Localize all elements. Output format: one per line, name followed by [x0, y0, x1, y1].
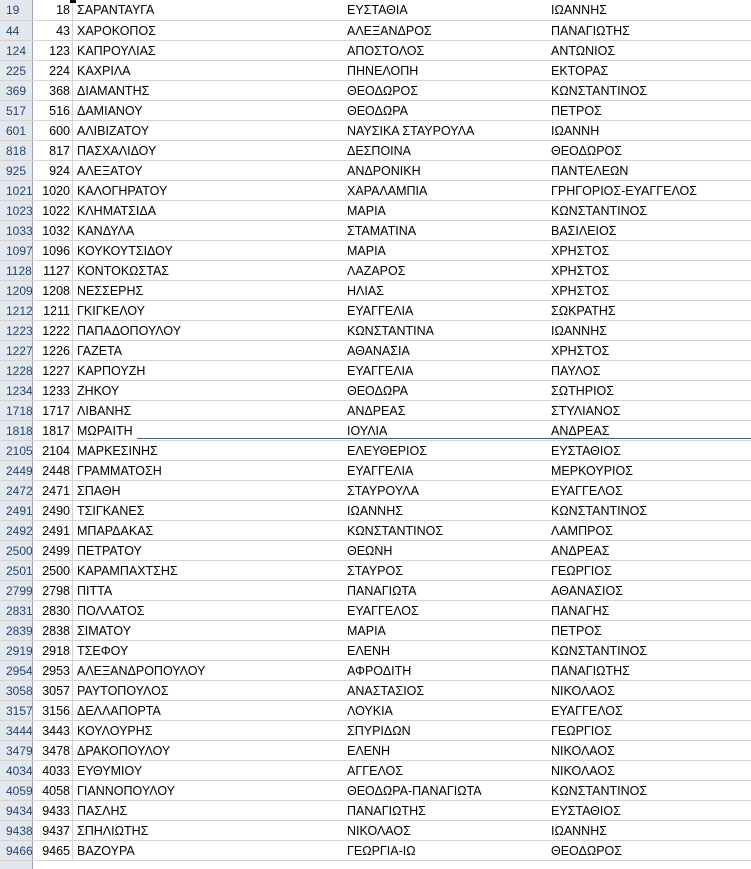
cell-number[interactable]: 9433	[33, 801, 73, 820]
row-header[interactable]: 369	[0, 81, 33, 100]
cell-number[interactable]: 18	[33, 0, 73, 20]
cell-father-name[interactable]: ΠΕΤΡΟΣ	[551, 624, 602, 638]
fill-handle[interactable]	[70, 0, 76, 3]
table-row	[0, 761, 751, 781]
cell-surname[interactable]: ΣΠΗΛΙΩΤΗΣ	[77, 824, 149, 838]
cell-first-name[interactable]: ΑΛΕΞΑΝΔΡΟΣ	[347, 24, 432, 38]
cell-number[interactable]: 2499	[33, 541, 73, 560]
cell-surname[interactable]: ΓΡΑΜΜΑΤΟΣΗ	[77, 464, 162, 478]
row-header[interactable]: 2472	[0, 481, 33, 500]
row-header[interactable]: 1023	[0, 201, 33, 220]
cell-surname[interactable]: ΚΑΛΟΓΗΡΑΤΟΥ	[77, 184, 168, 198]
cell-first-name[interactable]: ΑΝΔΡΟΝΙΚΗ	[347, 164, 421, 178]
row-header[interactable]: 9438	[0, 821, 33, 840]
cell-surname[interactable]: ΠΑΠΑΔΟΠΟΥΛΟΥ	[77, 324, 182, 338]
row-header[interactable]: 1718	[0, 401, 33, 420]
row-header[interactable]: 2500	[0, 541, 33, 560]
table-row	[0, 21, 751, 41]
row-header[interactable]: 2954	[0, 661, 33, 680]
row-header[interactable]: 2449	[0, 461, 33, 480]
cell-first-name[interactable]: ΕΛΕΝΗ	[347, 644, 391, 658]
cell-surname[interactable]: ΚΟΝΤΟΚΩΣΤΑΣ	[77, 264, 170, 278]
cell-first-name[interactable]: ΕΥΑΓΓΕΛΙΑ	[347, 304, 414, 318]
cell-surname[interactable]: ΤΣΙΓΚΑΝΕΣ	[77, 504, 145, 518]
cell-number[interactable]: 9465	[33, 841, 73, 860]
cell-first-name[interactable]: ΘΕΟΔΩΡΑ-ΠΑΝΑΓΙΩΤΑ	[347, 784, 482, 798]
cell-father-name[interactable]: ΧΡΗΣΤΟΣ	[551, 344, 610, 358]
cell-surname[interactable]: ΠΙΤΤΑ	[77, 584, 113, 598]
table-row	[0, 481, 751, 501]
cell-number[interactable]: 1717	[33, 401, 73, 420]
cell-father-name[interactable]: ΠΕΤΡΟΣ	[551, 104, 602, 118]
row-header[interactable]: 601	[0, 121, 33, 140]
cell-number[interactable]: 4058	[33, 781, 73, 800]
cell-first-name[interactable]: ΠΗΝΕΛΟΠΗ	[347, 64, 419, 78]
cell-father-name[interactable]: ΓΡΗΓΟΡΙΟΣ-ΕΥΑΓΓΕΛΟΣ	[551, 184, 698, 198]
table-row	[0, 561, 751, 581]
cell-surname[interactable]: ΜΩΡΑΙΤΗ	[77, 424, 133, 438]
cell-number[interactable]: 2490	[33, 501, 73, 520]
cell-number[interactable]: 1233	[33, 381, 73, 400]
table-row	[0, 261, 751, 281]
row-header[interactable]: 2831	[0, 601, 33, 620]
cell-first-name[interactable]: ΘΕΟΔΩΡΑ	[347, 104, 408, 118]
cell-father-name[interactable]: ΛΑΜΠΡΟΣ	[551, 524, 613, 538]
cell-number[interactable]: 1222	[33, 321, 73, 340]
row-header[interactable]: 124	[0, 41, 33, 60]
row-header[interactable]: 1227	[0, 341, 33, 360]
cell-surname[interactable]: ΣΠΑΘΗ	[77, 484, 121, 498]
table-row	[0, 701, 751, 721]
cell-surname[interactable]: ΤΣΕΦΟΥ	[77, 644, 129, 658]
cell-father-name[interactable]: ΝΙΚΟΛΑΟΣ	[551, 684, 615, 698]
row-header[interactable]: 2491	[0, 501, 33, 520]
row-header[interactable]: 2492	[0, 521, 33, 540]
cell-first-name[interactable]: ΣΤΑΜΑΤΙΝΑ	[347, 224, 417, 238]
cell-first-name[interactable]: ΕΥΑΓΓΕΛΙΑ	[347, 464, 414, 478]
cell-first-name[interactable]: ΙΩΑΝΝΗΣ	[347, 504, 403, 518]
row-header[interactable]: 225	[0, 61, 33, 80]
cell-surname[interactable]: ΠΑΣΛΗΣ	[77, 804, 128, 818]
cell-surname[interactable]: ΚΟΥΛΟΥΡΗΣ	[77, 724, 153, 738]
cell-surname[interactable]: ΑΛΕΞΑΤΟΥ	[77, 164, 143, 178]
table-row	[0, 721, 751, 741]
table-row	[0, 741, 751, 761]
cell-number[interactable]: 2500	[33, 561, 73, 580]
table-row	[0, 441, 751, 461]
cell-father-name[interactable]: ΑΝΤΩΝΙΟΣ	[551, 44, 616, 58]
cell-father-name[interactable]: ΘΕΟΔΩΡΟΣ	[551, 144, 623, 158]
table-row	[0, 521, 751, 541]
row-header[interactable]: 2799	[0, 581, 33, 600]
cell-surname[interactable]: ΒΑΖΟΥΡΑ	[77, 844, 135, 858]
cell-father-name[interactable]: ΓΕΩΡΓΙΟΣ	[551, 564, 612, 578]
cell-first-name[interactable]: ΔΕΣΠΟΙΝΑ	[347, 144, 412, 158]
cell-number[interactable]: 43	[33, 21, 73, 40]
row-header[interactable]: 3157	[0, 701, 33, 720]
cell-father-name[interactable]: ΠΑΥΛΟΣ	[551, 364, 601, 378]
cell-father-name[interactable]: ΙΩΑΝΝΗ	[551, 124, 600, 138]
cell-number[interactable]: 1208	[33, 281, 73, 300]
row-header[interactable]: 2501	[0, 561, 33, 580]
cell-father-name[interactable]: ΒΑΣΙΛΕΙΟΣ	[551, 224, 617, 238]
cell-first-name[interactable]: ΑΝΑΣΤΑΣΙΟΣ	[347, 684, 425, 698]
cell-number[interactable]: 1127	[33, 261, 73, 280]
table-row	[0, 801, 751, 821]
cell-father-name[interactable]: ΠΑΝΑΓΗΣ	[551, 604, 610, 618]
cell-first-name[interactable]: ΛΑΖΑΡΟΣ	[347, 264, 406, 278]
cell-first-name[interactable]: ΣΠΥΡΙΔΩΝ	[347, 724, 411, 738]
row-header[interactable]: 1212	[0, 301, 33, 320]
cell-first-name[interactable]: ΑΦΡΟΔΙΤΗ	[347, 664, 412, 678]
cell-surname[interactable]: ΠΕΤΡΑΤΟΥ	[77, 544, 142, 558]
table-row	[0, 861, 751, 869]
cell-father-name[interactable]: ΚΩΝΣΤΑΝΤΙΝΟΣ	[551, 84, 648, 98]
cell-number[interactable]: 9437	[33, 821, 73, 840]
table-row	[0, 201, 751, 221]
cell-number[interactable]: 2838	[33, 621, 73, 640]
cell-surname[interactable]: ΚΑΠΡΟΥΛΙΑΣ	[77, 44, 156, 58]
cell-number[interactable]: 1032	[33, 221, 73, 240]
cell-father-name[interactable]: ΧΡΗΣΤΟΣ	[551, 264, 610, 278]
table-row	[0, 341, 751, 361]
cell-surname[interactable]: ΔΑΜΙΑΝΟΥ	[77, 104, 143, 118]
table-row	[0, 301, 751, 321]
table-row	[0, 821, 751, 841]
cell-father-name[interactable]: ΓΕΩΡΓΙΟΣ	[551, 724, 612, 738]
cell-surname[interactable]: ΧΑΡΟΚΟΠΟΣ	[77, 24, 156, 38]
cell-number[interactable]: 368	[33, 81, 73, 100]
table-row	[0, 101, 751, 121]
cell-father-name[interactable]: ΑΘΑΝΑΣΙΟΣ	[551, 584, 623, 598]
table-row	[0, 0, 751, 21]
cell-surname[interactable]: ΚΟΥΚΟΥΤΣΙΔΟΥ	[77, 244, 173, 258]
cell-first-name[interactable]: ΑΘΑΝΑΣΙΑ	[347, 344, 410, 358]
cell-number[interactable]: 516	[33, 101, 73, 120]
row-header[interactable]: 517	[0, 101, 33, 120]
cell-first-name[interactable]: ΝΙΚΟΛΑΟΣ	[347, 824, 411, 838]
cell-father-name[interactable]: ΑΝΔΡΕΑΣ	[551, 424, 610, 438]
cell-surname[interactable]: ΝΕΣΣΕΡΗΣ	[77, 284, 144, 298]
cell-surname[interactable]: ΓΙΑΝΝΟΠΟΥΛΟΥ	[77, 784, 175, 798]
cell-number[interactable]: 1226	[33, 341, 73, 360]
table-row	[0, 321, 751, 341]
cell-number[interactable]: 817	[33, 141, 73, 160]
row-header[interactable]: 2105	[0, 441, 33, 460]
table-row	[0, 401, 751, 421]
table-row	[0, 61, 751, 81]
cell-surname[interactable]: ΜΠΑΡΔΑΚΑΣ	[77, 524, 154, 538]
cell-first-name[interactable]: ΑΝΔΡΕΑΣ	[347, 404, 406, 418]
row-header[interactable]: 9434	[0, 801, 33, 820]
cell-number[interactable]: 2491	[33, 521, 73, 540]
cell-father-name[interactable]: ΚΩΝΣΤΑΝΤΙΝΟΣ	[551, 504, 648, 518]
cell-father-name[interactable]: ΧΡΗΣΤΟΣ	[551, 244, 610, 258]
cell-number[interactable]: 2104	[33, 441, 73, 460]
cell-surname[interactable]: ΚΛΗΜΑΤΣΙΔΑ	[77, 204, 157, 218]
cell-first-name[interactable]: ΣΤΑΥΡΟΥΛΑ	[347, 484, 419, 498]
table-row	[0, 581, 751, 601]
table-row	[0, 501, 751, 521]
cell-father-name[interactable]: ΕΚΤΟΡΑΣ	[551, 64, 609, 78]
cell-first-name[interactable]: ΜΑΡΙΑ	[347, 244, 386, 258]
cell-surname[interactable]: ΑΛΕΞΑΝΔΡΟΠΟΥΛΟΥ	[77, 664, 206, 678]
table-row	[0, 661, 751, 681]
cell-first-name[interactable]: ΕΛΕΝΗ	[347, 744, 391, 758]
cell-first-name[interactable]: ΘΕΟΔΩΡΟΣ	[347, 84, 419, 98]
table-row	[0, 241, 751, 261]
row-header[interactable]: 1021	[0, 181, 33, 200]
cell-number[interactable]: 1817	[33, 421, 73, 440]
row-header[interactable]: 2839	[0, 621, 33, 640]
table-row	[0, 281, 751, 301]
cell-surname[interactable]: ΣΙΜΑΤΟΥ	[77, 624, 132, 638]
cell-number[interactable]: 1020	[33, 181, 73, 200]
cell-number[interactable]: 2448	[33, 461, 73, 480]
cell-first-name[interactable]: ΜΑΡΙΑ	[347, 624, 386, 638]
row-header[interactable]: 1209	[0, 281, 33, 300]
cell-number[interactable]: 1211	[33, 301, 73, 320]
cell-surname[interactable]: ΓΑΖΕΤΑ	[77, 344, 123, 358]
cell-surname[interactable]: ΕΥΘΥΜΙΟΥ	[77, 764, 143, 778]
cell-father-name[interactable]: ΕΥΣΤΑΘΙΟΣ	[551, 444, 621, 458]
table-row	[0, 541, 751, 561]
cell-surname[interactable]: ΠΟΛΛΑΤΟΣ	[77, 604, 145, 618]
cell-number[interactable]: 1022	[33, 201, 73, 220]
cell-first-name[interactable]: ΚΩΝΣΤΑΝΤΙΝΑ	[347, 324, 434, 338]
row-header[interactable]: 4059	[0, 781, 33, 800]
table-row	[0, 601, 751, 621]
row-header[interactable]: 1818	[0, 421, 33, 440]
freeze-pane-line	[137, 438, 751, 439]
table-row	[0, 781, 751, 801]
cell-number[interactable]: 2953	[33, 661, 73, 680]
cell-number[interactable]: 600	[33, 121, 73, 140]
row-header[interactable]: 9466	[0, 841, 33, 860]
cell-first-name[interactable]: ΙΟΥΛΙΑ	[347, 424, 388, 438]
cell-surname[interactable]: ΛΙΒΑΝΗΣ	[77, 404, 132, 418]
table-row	[0, 841, 751, 861]
cell-number[interactable]: 3156	[33, 701, 73, 720]
row-header[interactable]: 3058	[0, 681, 33, 700]
cell-number[interactable]: 2798	[33, 581, 73, 600]
cell-first-name[interactable]: ΕΥΣΤΑΘΙΑ	[347, 3, 408, 17]
cell-first-name[interactable]: ΝΑΥΣΙΚΑ ΣΤΑΥΡΟΥΛΑ	[347, 124, 475, 138]
cell-first-name[interactable]: ΛΟΥΚΙΑ	[347, 704, 393, 718]
row-header[interactable]: 818	[0, 141, 33, 160]
row-header[interactable]: 4034	[0, 761, 33, 780]
cell-surname[interactable]: ΚΑΝΔΥΛΑ	[77, 224, 135, 238]
cell-surname[interactable]: ΑΛΙΒΙΖΑΤΟΥ	[77, 124, 150, 138]
cell-number[interactable]: 3478	[33, 741, 73, 760]
cell-surname[interactable]: ΣΑΡΑΝΤΑΥΓΑ	[77, 3, 155, 17]
cell-first-name[interactable]: ΗΛΙΑΣ	[347, 284, 384, 298]
table-row	[0, 141, 751, 161]
cell-father-name[interactable]: ΚΩΝΣΤΑΝΤΙΝΟΣ	[551, 204, 648, 218]
cell-first-name[interactable]: ΕΥΑΓΓΕΛΙΑ	[347, 364, 414, 378]
cell-number[interactable]: 924	[33, 161, 73, 180]
row-header[interactable]: 1223	[0, 321, 33, 340]
cell-first-name[interactable]: ΑΓΓΕΛΟΣ	[347, 764, 403, 778]
cell-number[interactable]: 1227	[33, 361, 73, 380]
table-row	[0, 621, 751, 641]
cell-father-name[interactable]: ΕΥΣΤΑΘΙΟΣ	[551, 804, 621, 818]
cell-number[interactable]: 4033	[33, 761, 73, 780]
row-header[interactable]: 2919	[0, 641, 33, 660]
cell-surname[interactable]: ΖΗΚΟΥ	[77, 384, 120, 398]
cell-father-name[interactable]: ΑΝΔΡΕΑΣ	[551, 544, 610, 558]
cell-first-name[interactable]: ΠΑΝΑΓΙΩΤΗΣ	[347, 804, 426, 818]
cell-father-name[interactable]: ΙΩΑΝΝΗΣ	[551, 824, 607, 838]
table-row	[0, 381, 751, 401]
table-row	[0, 221, 751, 241]
row-header[interactable]	[0, 861, 33, 869]
cell-father-name[interactable]: ΣΤΥΛΙΑΝΟΣ	[551, 404, 621, 418]
cell-surname[interactable]: ΚΑΡΑΜΠΑΧΤΣΗΣ	[77, 564, 178, 578]
cell-first-name[interactable]: ΠΑΝΑΓΙΩΤΑ	[347, 584, 417, 598]
row-header[interactable]: 3444	[0, 721, 33, 740]
table-row	[0, 41, 751, 61]
cell-surname[interactable]: ΜΑΡΚΕΣΙΝΗΣ	[77, 444, 158, 458]
table-row	[0, 681, 751, 701]
table-row	[0, 121, 751, 141]
cell-surname[interactable]: ΡΑΥΤΟΠΟΥΛΟΣ	[77, 684, 169, 698]
cell-father-name[interactable]: ΠΑΝΑΓΙΩΤΗΣ	[551, 664, 630, 678]
table-row	[0, 461, 751, 481]
cell-father-name[interactable]: ΘΕΟΔΩΡΟΣ	[551, 844, 623, 858]
cell-number[interactable]: 3057	[33, 681, 73, 700]
row-header[interactable]: 1234	[0, 381, 33, 400]
cell-father-name[interactable]: ΣΩΚΡΑΤΗΣ	[551, 304, 616, 318]
cell-surname[interactable]: ΔΡΑΚΟΠΟΥΛΟΥ	[77, 744, 171, 758]
row-header[interactable]: 925	[0, 161, 33, 180]
cell-surname[interactable]: ΚΑΧΡΙΛΑ	[77, 64, 131, 78]
cell-father-name[interactable]: ΣΩΤΗΡΙΟΣ	[551, 384, 614, 398]
cell-surname[interactable]: ΔΙΑΜΑΝΤΗΣ	[77, 84, 150, 98]
cell-first-name[interactable]: ΕΛΕΥΘΕΡΙΟΣ	[347, 444, 427, 458]
row-header[interactable]: 1033	[0, 221, 33, 240]
row-header[interactable]: 1128	[0, 261, 33, 280]
table-row	[0, 641, 751, 661]
cell-father-name[interactable]: ΠΑΝΑΓΙΩΤΗΣ	[551, 24, 630, 38]
cell-surname[interactable]: ΔΕΛΛΑΠΟΡΤΑ	[77, 704, 161, 718]
cell-father-name[interactable]: ΚΩΝΣΤΑΝΤΙΝΟΣ	[551, 644, 648, 658]
cell-father-name[interactable]: ΙΩΑΝΝΗΣ	[551, 3, 607, 17]
cell-number[interactable]: 1096	[33, 241, 73, 260]
cell-first-name[interactable]: ΘΕΩΝΗ	[347, 544, 393, 558]
cell-father-name[interactable]: ΝΙΚΟΛΑΟΣ	[551, 744, 615, 758]
cell-first-name[interactable]: ΧΑΡΑΛΑΜΠΙΑ	[347, 184, 428, 198]
cell-first-name[interactable]: ΚΩΝΣΤΑΝΤΙΝΟΣ	[347, 524, 444, 538]
row-header[interactable]: 19	[0, 0, 33, 20]
cell-number[interactable]: 2471	[33, 481, 73, 500]
cell-father-name[interactable]: ΕΥΑΓΓΕΛΟΣ	[551, 704, 623, 718]
cell-first-name[interactable]: ΓΕΩΡΓΙΑ-ΙΩ	[347, 844, 416, 858]
row-header[interactable]: 1228	[0, 361, 33, 380]
cell-father-name[interactable]: ΝΙΚΟΛΑΟΣ	[551, 764, 615, 778]
cell-number[interactable]: 3443	[33, 721, 73, 740]
table-row	[0, 161, 751, 181]
row-header[interactable]: 3479	[0, 741, 33, 760]
cell-surname[interactable]: ΚΑΡΠΟΥΖΗ	[77, 364, 146, 378]
cell-first-name[interactable]: ΣΤΑΥΡΟΣ	[347, 564, 403, 578]
cell-surname[interactable]: ΠΑΣΧΑΛΙΔΟΥ	[77, 144, 157, 158]
cell-father-name[interactable]: ΜΕΡΚΟΥΡΙΟΣ	[551, 464, 633, 478]
cell-father-name[interactable]: ΠΑΝΤΕΛΕΩΝ	[551, 164, 629, 178]
cell-surname[interactable]: ΓΚΙΓΚΕΛΟΥ	[77, 304, 145, 318]
row-header[interactable]: 1097	[0, 241, 33, 260]
cell-father-name[interactable]: ΙΩΑΝΝΗΣ	[551, 324, 607, 338]
cell-number[interactable]: 2830	[33, 601, 73, 620]
table-row	[0, 361, 751, 381]
cell-father-name[interactable]: ΧΡΗΣΤΟΣ	[551, 284, 610, 298]
cell-first-name[interactable]: ΘΕΟΔΩΡΑ	[347, 384, 408, 398]
cell-father-name[interactable]: ΕΥΑΓΓΕΛΟΣ	[551, 484, 623, 498]
cell-number[interactable]: 123	[33, 41, 73, 60]
cell-first-name[interactable]: ΕΥΑΓΓΕΛΟΣ	[347, 604, 419, 618]
cell-father-name[interactable]: ΚΩΝΣΤΑΝΤΙΝΟΣ	[551, 784, 648, 798]
row-header[interactable]: 44	[0, 21, 33, 40]
table-row	[0, 81, 751, 101]
table-row	[0, 181, 751, 201]
cell-number[interactable]: 2918	[33, 641, 73, 660]
cell-first-name[interactable]: ΜΑΡΙΑ	[347, 204, 386, 218]
cell-first-name[interactable]: ΑΠΟΣΤΟΛΟΣ	[347, 44, 425, 58]
cell-number[interactable]: 224	[33, 61, 73, 80]
